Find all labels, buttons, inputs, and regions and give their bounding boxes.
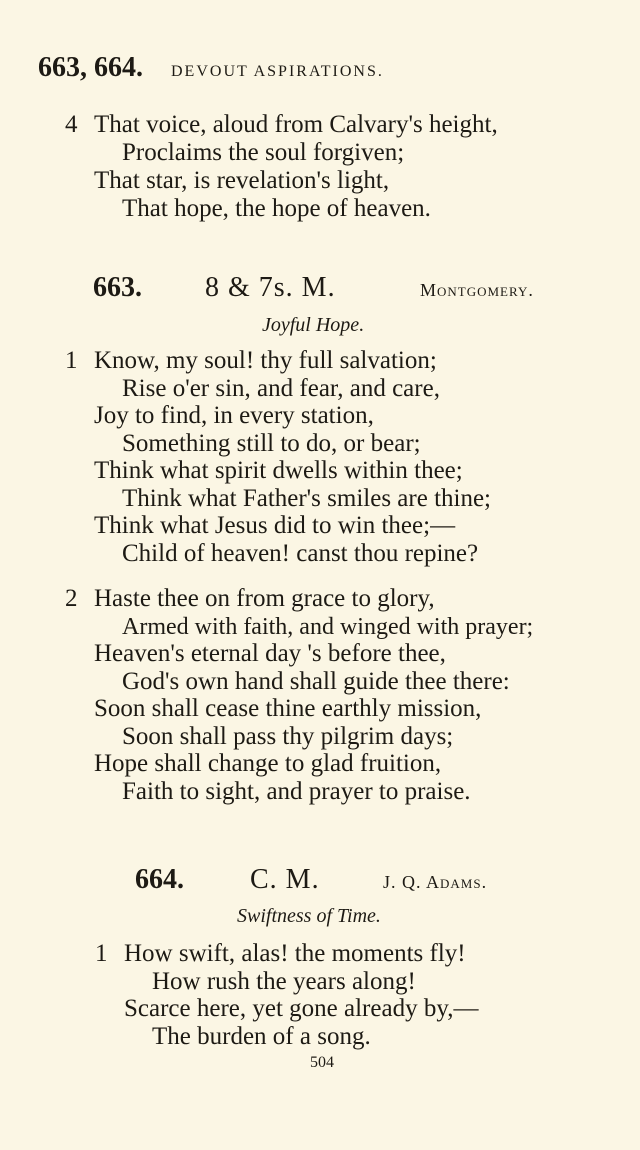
verse-number: 2 [65,585,78,612]
verse-line: Think what spirit dwells within thee; [94,457,463,484]
verse-line: Haste thee on from grace to glory, [94,585,435,612]
verse-line: Faith to sight, and prayer to praise. [122,778,471,805]
verse-line: Child of heaven! canst thou repine? [122,540,479,567]
verse-line: Armed with faith, and winged with prayer; [122,614,534,640]
verse-line: How rush the years along! [152,968,416,995]
hymn-meter: C. M. [250,864,320,895]
verse-line: Think what Father's smiles are thine; [122,485,492,512]
verse-line: That voice, aloud from Calvary's height, [94,111,498,138]
verse-number: 4 [65,111,78,138]
verse-line: Joy to find, in every station, [94,402,374,429]
verse-line: Heaven's eternal day 's before thee, [94,640,446,667]
verse-line: That hope, the hope of heaven. [122,195,431,222]
running-head-numbers: 663, 664. [38,52,143,83]
hymn-author: J. Q. Adams. [383,872,488,892]
verse-line: The burden of a song. [152,1023,371,1050]
running-head-title: DEVOUT ASPIRATIONS. [171,63,384,80]
verse-line: Something still to do, or bear; [122,430,421,457]
verse-line: Soon shall pass thy pilgrim days; [122,723,454,750]
page-number: 504 [310,1054,334,1071]
hymn-number: 664. [135,864,184,895]
verse-line: How swift, alas! the moments fly! [124,940,466,967]
verse-line: Hope shall change to glad fruition, [94,750,442,777]
verse-line: Know, my soul! thy full salvation; [94,347,437,374]
verse-line: Proclaims the soul forgiven; [122,139,405,166]
hymn-meter: 8 & 7s. M. [205,272,336,303]
hymn-number: 663. [93,272,142,303]
verse-number: 1 [95,940,108,967]
hymn-title: Joyful Hope. [262,314,365,336]
running-head [38,52,384,84]
verse-line: Soon shall cease thine earthly mission, [94,695,482,722]
verse-number: 1 [65,347,78,374]
hymn-title: Swiftness of Time. [237,905,381,927]
verse-line: Rise o'er sin, and fear, and care, [122,375,440,402]
verse-line: Think what Jesus did to win thee;— [94,512,456,539]
hymn-author: Montgomery. [420,280,534,300]
verse-line: God's own hand shall guide thee there: [122,668,510,695]
verse-line: That star, is revelation's light, [94,167,390,194]
verse-line: Scarce here, yet gone already by,— [124,995,479,1022]
